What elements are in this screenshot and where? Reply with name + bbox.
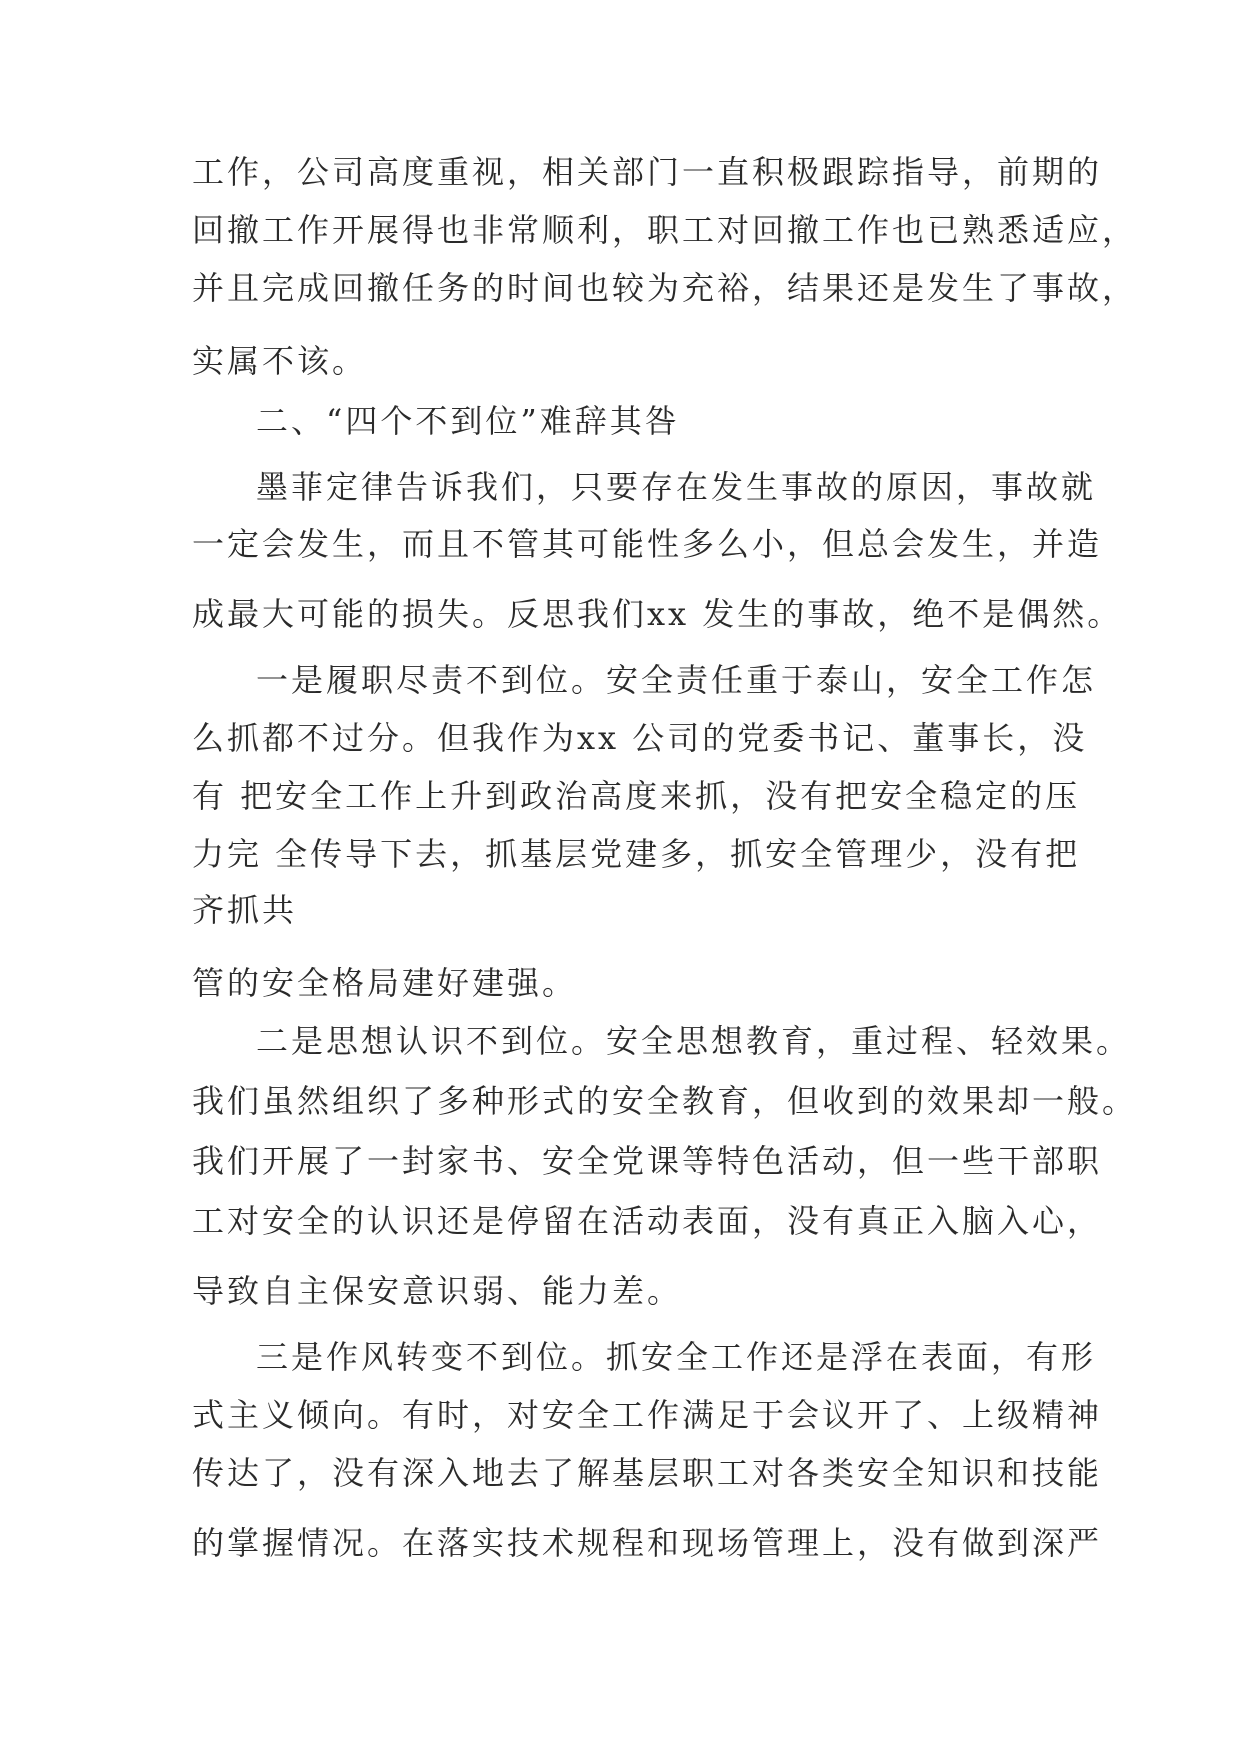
text-line-16: 我们虽然组织了多种形式的安全教育，但收到的效果却一般。	[192, 1082, 1138, 1120]
text-line-13: 齐抓共	[192, 891, 298, 929]
text-line-7: 一定会发生，而且不管其可能性多么小，但总会发生，并造	[192, 525, 1103, 563]
text-line-4: 实属不该。	[192, 342, 368, 380]
text-line-20: 三是作风转变不到位。抓安全工作还是浮在表面，有形	[256, 1338, 1097, 1376]
text-line-15: 二是思想认识不到位。安全思想教育，重过程、轻效果。	[256, 1022, 1132, 1060]
text-line-21: 式主义倾向。有时，对安全工作满足于会议开了、上级精神	[192, 1396, 1103, 1434]
text-line-14: 管的安全格局建好建强。	[192, 964, 578, 1002]
text-line-1: 工作，公司高度重视，相关部门一直积极跟踪指导，前期的	[192, 153, 1103, 191]
text-line-22: 传达了，没有深入地去了解基层职工对各类安全知识和技能	[192, 1454, 1103, 1492]
text-line-9: 一是履职尽责不到位。安全责任重于泰山，安全工作怎	[256, 661, 1097, 699]
text-line-23: 的掌握情况。在落实技术规程和现场管理上，没有做到深严	[192, 1524, 1103, 1562]
section-heading: 二、“四个不到位”难辞其咎	[256, 402, 680, 440]
text-line-19: 导致自主保安意识弱、能力差。	[192, 1272, 683, 1310]
text-line-17: 我们开展了一封家书、安全党课等特色活动，但一些干部职	[192, 1142, 1103, 1180]
text-line-12: 力完 全传导下去，抓基层党建多，抓安全管理少，没有把	[192, 835, 1081, 873]
text-line-18: 工对安全的认识还是停留在活动表面，没有真正入脑入心，	[192, 1202, 1103, 1240]
text-line-11: 有 把安全工作上升到政治高度来抓，没有把安全稳定的压	[192, 777, 1081, 815]
text-line-10: 么抓都不过分。但我作为xx 公司的党委书记、董事长，没	[192, 719, 1088, 757]
text-line-8: 成最大可能的损失。反思我们xx 发生的事故，绝不是偶然。	[192, 595, 1123, 633]
text-line-6: 墨菲定律告诉我们，只要存在发生事故的原因，事故就	[256, 468, 1097, 506]
text-line-3: 并且完成回撤任务的时间也较为充裕，结果还是发生了事故，	[192, 269, 1138, 307]
text-line-2: 回撤工作开展得也非常顺利，职工对回撤工作也已熟悉适应，	[192, 211, 1138, 249]
